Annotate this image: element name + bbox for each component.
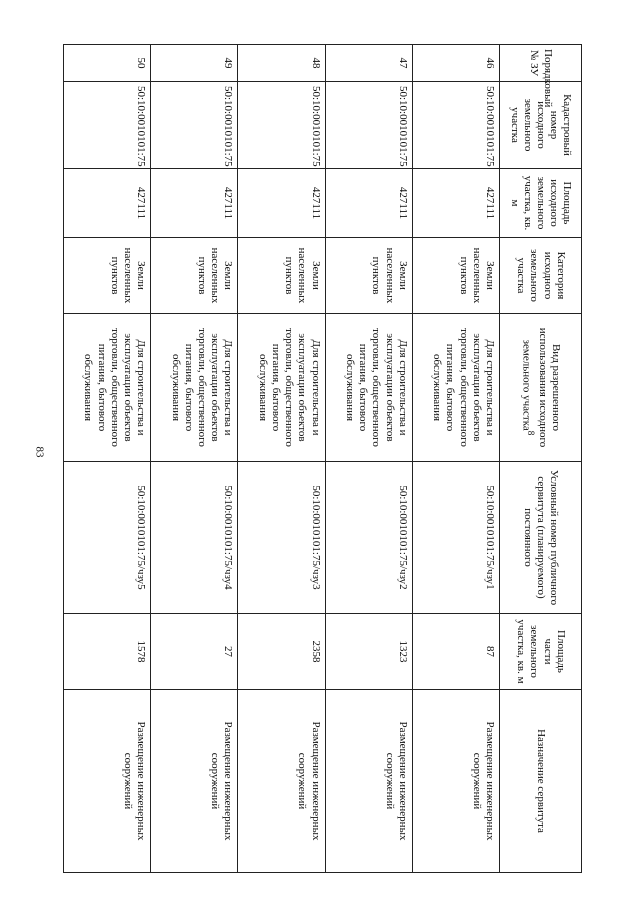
cell-ordinal: 46 — [412, 45, 499, 82]
header-purpose: Назначение сервитута — [500, 690, 582, 873]
cell-ordinal: 49 — [151, 45, 238, 82]
cell-category: Земли населенных пунктов — [64, 238, 151, 314]
page-number: 83 — [33, 446, 46, 458]
cell-permitted-use: Для строительства и эксплуатации объектов торговли, общественного питания, бытового обслуживания — [151, 314, 238, 462]
header-cadastral-number: Кадастровый номер исходного земельного участка — [500, 82, 582, 169]
cell-servitude-number: 50:10:0010101:75/чзу4 — [151, 462, 238, 614]
table-header-row — [500, 45, 582, 873]
header-servitude-number: Условный номер публичного сервитута (планируемого) постоянного — [500, 462, 582, 614]
cell-purpose: Размещение инженерных сооружений — [238, 690, 325, 873]
header-permitted-use — [500, 314, 582, 462]
cell-servitude-number: 50:10:0010101:75/чзу3 — [238, 462, 325, 614]
cell-cadastral-number: 50:10:0010101:75 — [238, 82, 325, 169]
cell-purpose: Размещение инженерных сооружений — [325, 690, 412, 873]
cell-cadastral-number: 50:10:0010101:75 — [151, 82, 238, 169]
servitude-table — [63, 44, 582, 873]
cell-source-area: 427111 — [151, 169, 238, 238]
cell-category: Земли населенных пунктов — [412, 238, 499, 314]
cell-permitted-use: Для строительства и эксплуатации объектов торговли, общественного питания, бытового обслуживания — [64, 314, 151, 462]
cell-cadastral-number: 50:10:0010101:75 — [412, 82, 499, 169]
cell-ordinal: 50 — [64, 45, 151, 82]
cell-servitude-number: 50:10:0010101:75/чзу2 — [325, 462, 412, 614]
header-source-area: Площадь исходного земельного участка, кв. м — [500, 169, 582, 238]
cell-purpose: Размещение инженерных сооружений — [64, 690, 151, 873]
cell-purpose: Размещение инженерных сооружений — [151, 690, 238, 873]
cell-part-area: 1578 — [64, 614, 151, 690]
header-footnote-mark: 8 — [525, 430, 536, 436]
cell-servitude-number: 50:10:0010101:75/чзу5 — [64, 462, 151, 614]
table-row — [64, 45, 151, 873]
table-row — [325, 45, 412, 873]
cell-ordinal: 47 — [325, 45, 412, 82]
cell-purpose: Размещение инженерных сооружений — [412, 690, 499, 873]
header-part-area: Площадь части земельного участка, кв. м — [500, 614, 582, 690]
cell-permitted-use: Для строительства и эксплуатации объектов торговли, общественного питания, бытового обслуживания — [238, 314, 325, 462]
cell-part-area: 87 — [412, 614, 499, 690]
cell-category: Земли населенных пунктов — [325, 238, 412, 314]
cell-permitted-use: Для строительства и эксплуатации объектов торговли, общественного питания, бытового обслуживания — [325, 314, 412, 462]
cell-source-area: 427111 — [412, 169, 499, 238]
cell-source-area: 427111 — [238, 169, 325, 238]
table-row — [151, 45, 238, 873]
cell-part-area: 1323 — [325, 614, 412, 690]
cell-category: Земли населенных пунктов — [238, 238, 325, 314]
cell-cadastral-number: 50:10:0010101:75 — [64, 82, 151, 169]
cell-servitude-number: 50:10:0010101:75/чзу1 — [412, 462, 499, 614]
cell-ordinal: 48 — [238, 45, 325, 82]
cell-cadastral-number: 50:10:0010101:75 — [325, 82, 412, 169]
cell-source-area: 427111 — [64, 169, 151, 238]
header-ordinal: Порядковый № ЗУ — [500, 45, 582, 82]
table-container — [63, 44, 582, 872]
table-row — [412, 45, 499, 873]
header-category: Категория исходного земельного участка — [500, 238, 582, 314]
cell-category: Земли населенных пунктов — [151, 238, 238, 314]
cell-part-area: 2358 — [238, 614, 325, 690]
header-permitted-use-label: Вид разрешенного использования исходного земельного участка — [520, 327, 563, 448]
cell-part-area: 27 — [151, 614, 238, 690]
table-row — [238, 45, 325, 873]
cell-source-area: 427111 — [325, 169, 412, 238]
cell-permitted-use: Для строительства и эксплуатации объектов торговли, общественного питания, бытового обслуживания — [412, 314, 499, 462]
